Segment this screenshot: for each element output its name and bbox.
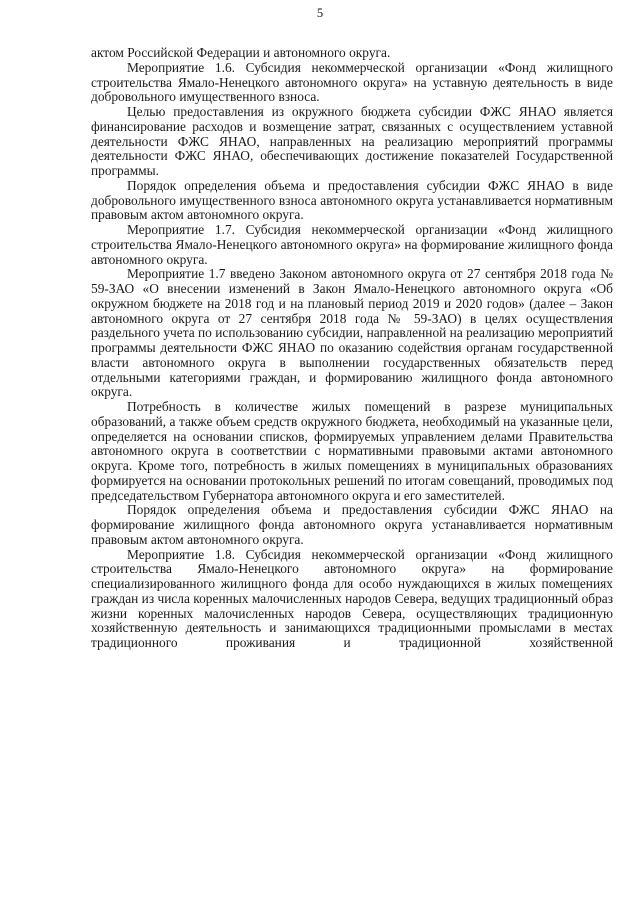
page-number: 5 — [316, 6, 324, 20]
paragraph-subsidy-purpose: Целью предоставления из окружного бюджета субсидии ФЖС ЯНАО является финансирование расходов и возмещение затрат, связанных с осуществлением уставной деятельности ФЖС ЯНАО, направленных на реализацию мероприятий программы деятельности ФЖС ЯНАО, обеспечивающих достижение показателей Государственной программы. — [91, 104, 613, 178]
paragraph-housing-need: Потребность в количестве жилых помещений в разрезе муниципальных образований, а также объем средств окружного бюджета, необходимый на указанные цели, определяется на основании списков, формируемых управлением делами Правительства автономного округа в соответствии с нормативными правовыми актами автономного округа. Кроме того, потребность в жилых помещениях в муниципальных образованиях формируется на основании протокольных решений по итогам совещаний, проводимых под председательством Губернатора автономного округа и его заместителей. — [91, 399, 613, 503]
paragraph-measure-1-7-law: Мероприятие 1.7 введено Законом автономного округа от 27 сентября 2018 года № 59-ЗАО «О внесении изменений в Закон Ямало-Ненецкого автономного округа «Об окружном бюджете на 2018 год и на плановый период 2019 и 2020 годов» (далее – Закон автономного округа от 27 сентября 2018 года № 59-ЗАО) в целях осуществления раздельного учета по использованию субсидии, направленной на реализацию мероприятий программы деятельности ФЖС ЯНАО по оказанию содействия органам государственной власти автономного округа в выполнении государственных обязательств перед отдельными категориями граждан, и формированию жилищного фонда автономного округа. — [91, 266, 613, 400]
document-body — [91, 46, 613, 651]
paragraph-measure-1-6-title: Мероприятие 1.6. Субсидия некоммерческой организации «Фонд жилищного строительства Ямало-Ненецкого автономного округа» на уставную деятельность в виде добровольного имущественного взноса. — [91, 59, 613, 105]
paragraph-continuation: актом Российской Федерации и автономного округа. — [91, 45, 391, 60]
paragraph-procedure-1-6: Порядок определения объема и предоставления субсидии ФЖС ЯНАО в виде добровольного имущественного взноса автономного округа устанавливается нормативным правовым актом автономного округа. — [91, 177, 613, 223]
paragraph-procedure-1-7: Порядок определения объема и предоставления субсидии ФЖС ЯНАО на формирование жилищного фонда автономного округа устанавливается нормативным правовым актом автономного округа. — [91, 502, 613, 547]
paragraph-measure-1-7-title: Мероприятие 1.7. Субсидия некоммерческой организации «Фонд жилищного строительства Ямало-Ненецкого автономного округа» на формирование жилищного фонда автономного округа. — [91, 222, 613, 267]
paragraph-measure-1-8-title: Мероприятие 1.8. Субсидия некоммерческой организации «Фонд жилищного строительства Ямало-Ненецкого автономного округа» на формирование специализированного жилищного фонда для особо нуждающихся в жилых помещениях граждан из числа коренных малочисленных народов Севера, ведущих традиционный образ жизни коренных малочисленных народов Севера, осуществляющих традиционную хозяйственную деятельность и занимающихся традиционными промыслами в местах традиционного проживания и традиционной хозяйственной — [91, 546, 613, 650]
